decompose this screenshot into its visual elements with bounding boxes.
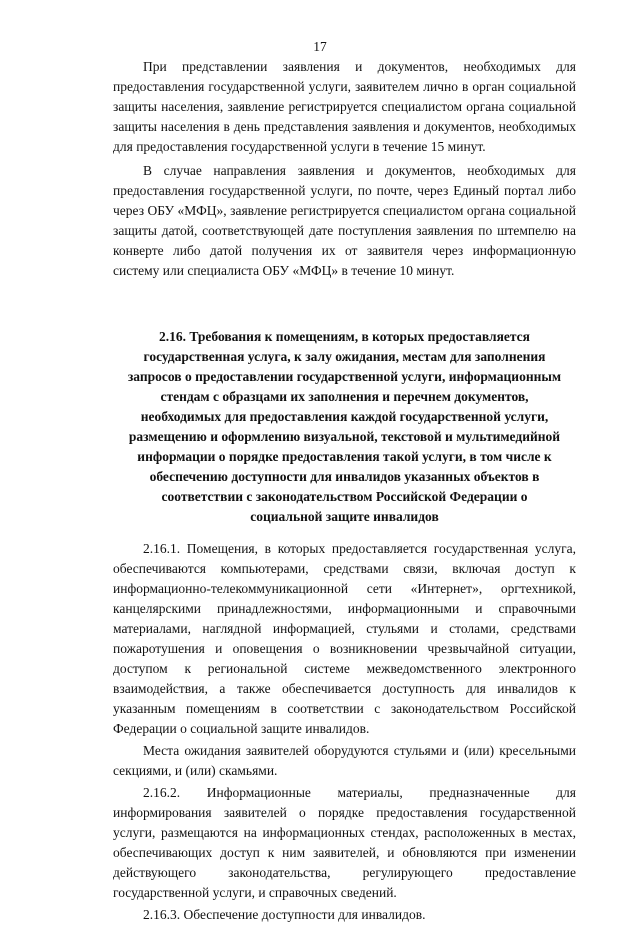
paragraph-registration-by-mail: В случае направления заявления и документов, необходимых для предоставления государственной услуги, по почте, через Единый портал либо через ОБУ «МФЦ», заявление регистрируется специалистом органа социальной защиты датой, соответствующей дате поступления заявления по штемпелю на конверте либо датой получения их от заявителя через информационную систему или специалиста ОБУ «МФЦ» в течение 10 минут. <box>113 163 576 278</box>
paragraph-2-16-1: 2.16.1. Помещения, в которых предоставляется государственная услуга, обеспечиваются компьютерами, средствами связи, включая доступ к информационно-телекоммуникационной сети «Интернет», оргтехникой, канцелярскими принадлежностями, информационными и справочными материалами, наглядной информацией, стульями и столами, средствами пожаротушения и оповещения о возникновении чрезвычайной ситуации, доступом к региональной системе межведомственного электронного взаимодействия, а также обеспечивается доступность для инвалидов к указанным помещениям в соответствии с законодательством Российской Федерации о социальной защите инвалидов. <box>113 541 576 736</box>
heading-line: соответствии с законодательством Российской Федерации о <box>161 489 528 504</box>
heading-line: социальной защите инвалидов <box>250 509 439 524</box>
heading-line: размещению и оформлению визуальной, текстовой и мультимедийной <box>128 429 561 444</box>
paragraph-2-16-3: 2.16.3. Обеспечение доступности для инвалидов. <box>143 907 426 922</box>
heading-line: информации о порядке предоставления такой услуги, в том числе к <box>137 449 552 464</box>
page-number: 17 <box>313 39 327 54</box>
heading-line: запросов о предоставлении государственной услуги, информационным <box>127 369 562 384</box>
paragraph-waiting-areas: Места ожидания заявителей оборудуются стульями и (или) кресельными секциями, и (или) скамьями. <box>113 743 576 778</box>
document-body <box>113 57 576 925</box>
section-heading-2-16 <box>113 327 576 527</box>
heading-line: стендам с образцами их заполнения и перечнем документов, <box>160 389 529 404</box>
heading-line: 2.16. Требования к помещениям, в которых предоставляется <box>159 329 530 344</box>
heading-line: обеспечению доступности для инвалидов указанных объектов в <box>149 469 540 484</box>
heading-line: необходимых для предоставления каждой государственной услуги, <box>140 409 549 424</box>
paragraph-registration-in-person: При представлении заявления и документов, необходимых для предоставления государственной услуги, заявителем лично в орган социальной защиты населения, заявление регистрируется специалистом органа социальной защиты населения в день представления заявления и документов, необходимых для предоставления государственной услуги в течение 15 минут. <box>113 59 576 154</box>
heading-line: государственная услуга, к залу ожидания, местам для заполнения <box>143 349 546 364</box>
paragraph-2-16-2: 2.16.2. Информационные материалы, предназначенные для информирования заявителей о порядке предоставления государственной услуги, размещаются на информационных стендах, расположенных в местах, обеспечивающих доступ к ним заявителей, и обновляются при изменении действующего законодательства, регулирующего предоставление государственной услуги, и справочных сведений. <box>113 785 576 900</box>
